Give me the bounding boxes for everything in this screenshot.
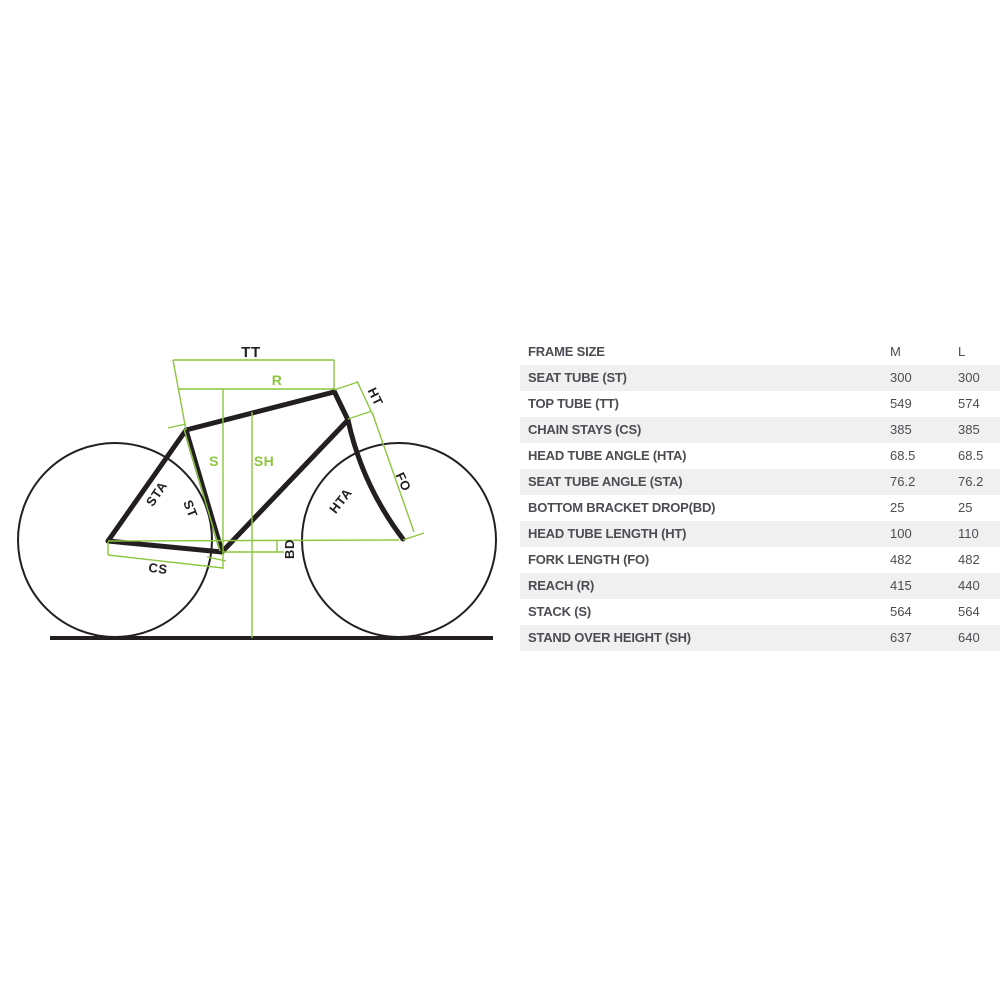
row-value-l: 564 — [958, 604, 980, 619]
row-label: HEAD TUBE ANGLE (HTA) — [528, 448, 687, 463]
ht-top-tick — [334, 382, 358, 390]
header-col-m: M — [890, 344, 901, 359]
table-row — [520, 599, 1000, 625]
st-top-tick — [168, 424, 186, 428]
seat-axis-extension-line — [173, 360, 186, 430]
row-value-l: 574 — [958, 396, 980, 411]
row-value-l: 640 — [958, 630, 980, 645]
row-label: TOP TUBE (TT) — [528, 396, 619, 411]
label-seat-tube: ST — [180, 497, 201, 520]
seat-tube — [186, 430, 222, 552]
label-bb-drop: BD — [282, 539, 297, 559]
row-value-m: 549 — [890, 396, 912, 411]
row-value-l: 68.5 — [958, 448, 984, 463]
down-tube — [222, 420, 348, 552]
row-label: FORK LENGTH (FO) — [528, 552, 650, 567]
seat-stay-tube — [108, 430, 186, 541]
fo-axle-tick — [403, 533, 424, 540]
ht-bottom-tick — [348, 411, 372, 419]
table-row — [520, 365, 1000, 391]
row-value-m: 415 — [890, 578, 912, 593]
row-value-m: 564 — [890, 604, 912, 619]
label-head-tube-angle: HTA — [326, 485, 356, 517]
row-value-m: 68.5 — [890, 448, 916, 463]
row-label: SEAT TUBE ANGLE (STA) — [528, 474, 683, 489]
table-row — [520, 391, 1000, 417]
table-row — [520, 521, 1000, 547]
chain-stay-tube — [108, 541, 222, 552]
row-label: HEAD TUBE LENGTH (HT) — [528, 526, 687, 541]
row-value-m: 25 — [890, 500, 905, 515]
row-label: CHAIN STAYS (CS) — [528, 422, 642, 437]
row-value-m: 385 — [890, 422, 912, 437]
label-chain-stays: CS — [147, 559, 169, 578]
row-value-m: 100 — [890, 526, 912, 541]
geometry-table-body — [520, 365, 1000, 651]
row-value-l: 300 — [958, 370, 980, 385]
row-value-m: 76.2 — [890, 474, 916, 489]
table-header-row — [520, 339, 1000, 365]
header-col-l: L — [958, 344, 966, 359]
table-row — [520, 443, 1000, 469]
label-stack: S — [209, 453, 219, 469]
label-reach: R — [271, 372, 283, 388]
table-row — [520, 469, 1000, 495]
row-value-m: 300 — [890, 370, 912, 385]
row-label: REACH (R) — [528, 578, 595, 593]
row-value-l: 25 — [958, 500, 973, 515]
label-top-tube: TT — [241, 344, 261, 361]
table-row — [520, 495, 1000, 521]
row-value-m: 482 — [890, 552, 912, 567]
row-value-l: 385 — [958, 422, 980, 437]
row-value-l: 482 — [958, 552, 980, 567]
label-standover: SH — [253, 453, 275, 469]
axle-line — [108, 540, 399, 541]
row-label: BOTTOM BRACKET DROP(BD) — [528, 500, 716, 515]
geometry-table — [520, 339, 1000, 651]
row-value-l: 110 — [958, 526, 979, 541]
label-head-tube: HT — [364, 385, 387, 409]
row-value-m: 637 — [890, 630, 912, 645]
row-label: STAND OVER HEIGHT (SH) — [528, 630, 691, 645]
row-value-l: 76.2 — [958, 474, 984, 489]
header-frame-size: FRAME SIZE — [528, 344, 605, 359]
top-tube — [186, 392, 334, 430]
table-row — [520, 547, 1000, 573]
table-row — [520, 573, 1000, 599]
table-row — [520, 417, 1000, 443]
label-seat-tube-angle: STA — [142, 478, 171, 510]
head-tube — [334, 391, 348, 420]
table-row — [520, 625, 1000, 651]
label-fork-length: FO — [392, 469, 415, 494]
row-label: STACK (S) — [528, 604, 591, 619]
row-value-l: 440 — [958, 578, 980, 593]
row-label: SEAT TUBE (ST) — [528, 370, 627, 385]
st-dimension-line — [184, 429, 220, 551]
